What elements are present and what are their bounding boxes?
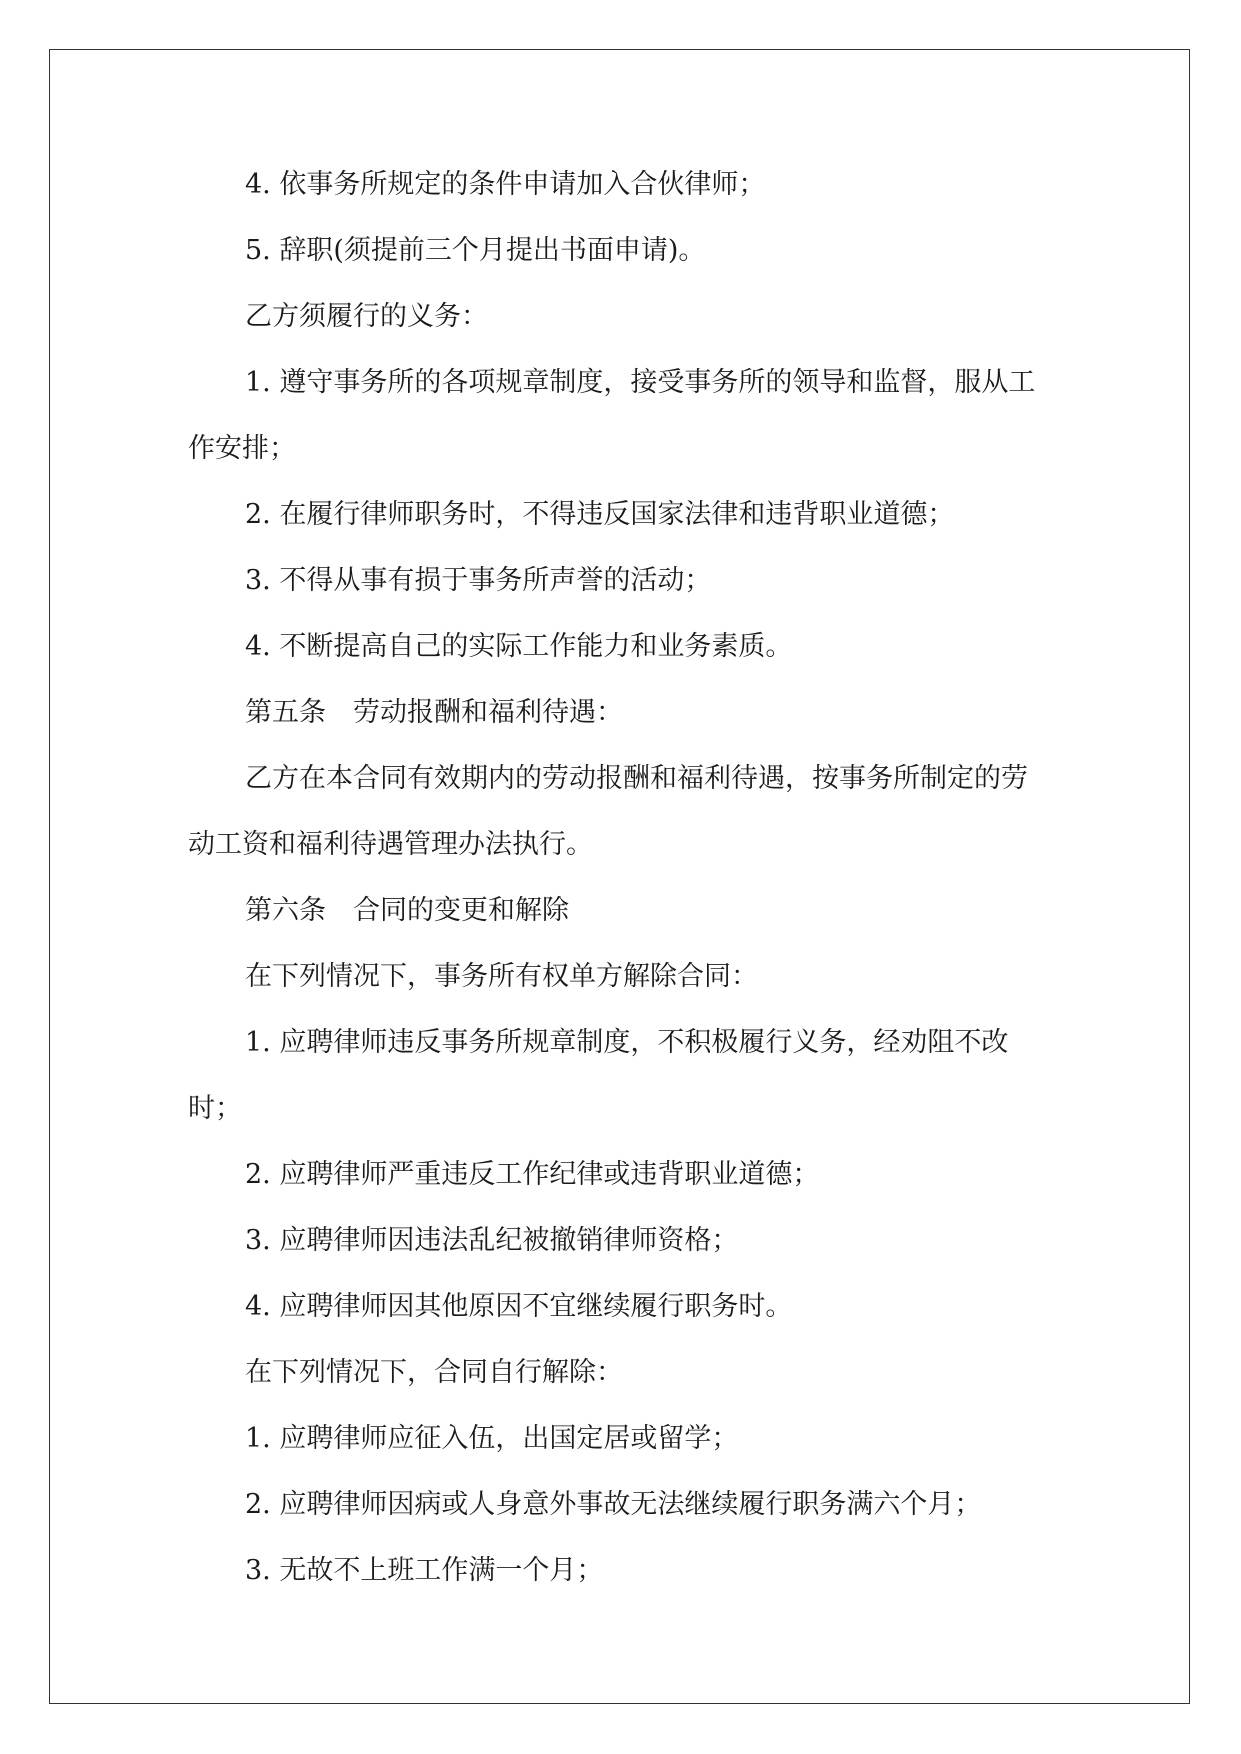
- paragraph-obligations-heading: 乙方须履行的义务：: [245, 301, 488, 332]
- paragraph-resignation: 5. 辞职(须提前三个月提出书面申请)。: [245, 235, 706, 266]
- paragraph-termination-3: 3. 应聘律师因违法乱纪被撤销律师资格；: [245, 1225, 739, 1256]
- paragraph-obligation-1: 1. 遵守事务所的各项规章制度，接受事务所的领导和监督，服从工作安排；: [188, 367, 1036, 464]
- article-five-heading: 第五条 劳动报酬和福利待遇：: [245, 697, 623, 728]
- paragraph-auto-termination-1: 1. 应聘律师应征入伍，出国定居或留学；: [245, 1423, 739, 1454]
- paragraph-termination-4: 4. 应聘律师因其他原因不宜继续履行职务时。: [245, 1291, 793, 1322]
- paragraph-automatic-termination: 在下列情况下，合同自行解除：: [245, 1357, 623, 1388]
- document-body: [188, 152, 1054, 1604]
- article-six-heading: 第六条 合同的变更和解除: [245, 895, 569, 926]
- paragraph-partner-application: 4. 依事务所规定的条件申请加入合伙律师；: [245, 169, 766, 200]
- paragraph-obligation-4: 4. 不断提高自己的实际工作能力和业务素质。: [245, 631, 793, 662]
- paragraph-remuneration: 乙方在本合同有效期内的劳动报酬和福利待遇，按事务所制定的劳动工资和福利待遇管理办法执行。: [188, 763, 1028, 860]
- paragraph-termination-1: 1. 应聘律师违反事务所规章制度，不积极履行义务，经劝阻不改时；: [188, 1027, 1009, 1124]
- paragraph-auto-termination-2: 2. 应聘律师因病或人身意外事故无法继续履行职务满六个月；: [245, 1489, 982, 1520]
- paragraph-unilateral-termination: 在下列情况下，事务所有权单方解除合同：: [245, 961, 758, 992]
- paragraph-obligation-3: 3. 不得从事有损于事务所声誉的活动；: [245, 565, 712, 596]
- paragraph-termination-2: 2. 应聘律师严重违反工作纪律或违背职业道德；: [245, 1159, 820, 1190]
- paragraph-obligation-2: 2. 在履行律师职务时，不得违反国家法律和违背职业道德；: [245, 499, 955, 530]
- paragraph-auto-termination-3: 3. 无故不上班工作满一个月；: [245, 1555, 604, 1586]
